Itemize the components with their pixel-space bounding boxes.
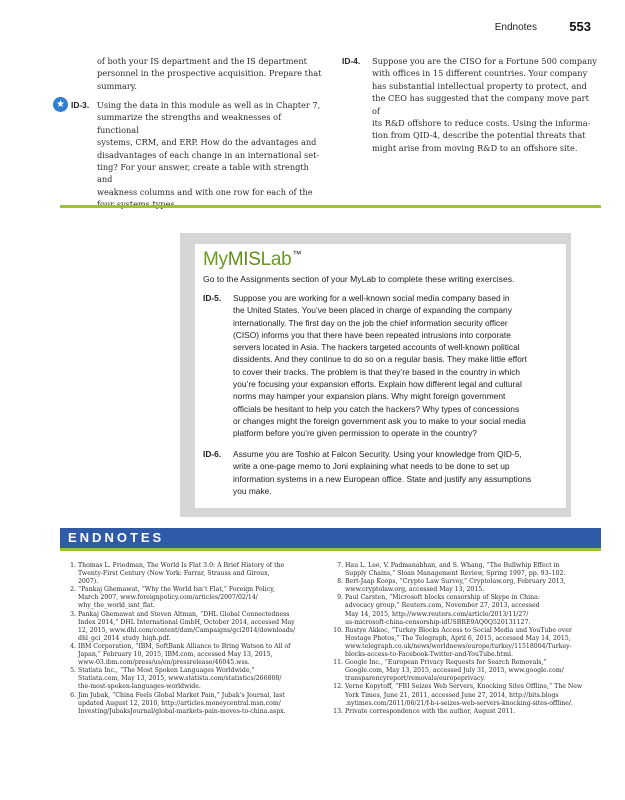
question-label: ID-6. (203, 449, 222, 459)
text-line: you make. (233, 485, 272, 496)
text-line: information systems in a new European office. State and justify any assumptions (233, 473, 532, 484)
logo-mis: MIS (227, 249, 261, 270)
text-line: Private correspondence with the author, August 2011. (345, 707, 516, 715)
endnote-number: 12. (333, 683, 343, 691)
header-section-title: Endnotes (494, 22, 537, 33)
text-line: ting? For your answer, create a table with strength and (97, 162, 309, 185)
text-line: you’re focusing your expansion efforts. Explain how different legal and cultural (233, 379, 522, 390)
endnote-number: 6. (70, 691, 76, 699)
text-line: May 14, 2015, http://www.reuters.com/article/2013/11/27/ (345, 610, 529, 618)
endnote-number: 5. (70, 667, 76, 675)
question-label: ID-5. (203, 293, 222, 303)
text-line: Suppose you are working for a well-known social media company based in (233, 293, 510, 303)
endnote-item (333, 683, 603, 707)
text-line: the-most-spoken-languages-worldwide. (78, 683, 201, 691)
text-line: systems, CRM, and ERP. How do the advantages and (97, 137, 317, 148)
endnote-number: 11. (333, 659, 343, 667)
endnote-item (337, 562, 603, 578)
text-line: www-03.ibm.com/press/us/en/pressrelease/46045.wss. (78, 659, 250, 667)
endnote-number: 7. (337, 562, 343, 569)
text-line: transparencyreport/removals/europeprivacy. (345, 675, 486, 683)
endnote-item (70, 667, 323, 691)
text-line: Verne Kopytoff, “FBI Seizes Web Servers, Knocking Sites Offline,” The New (345, 683, 583, 691)
text-line: “Pankaj Ghemawat, “Why the World Isn’t Flat,” Foreign Policy, (78, 586, 275, 594)
endnotes-left-column (70, 562, 323, 716)
text-line: summary. (97, 80, 137, 91)
endnote-number: 2. (70, 586, 76, 594)
text-line: Thomas L. Friedman, The World Is Flat 3.0: A Brief History of the (78, 562, 285, 569)
text-line: servers located in Asia. The hackers targeted accounts of well-known political (233, 342, 520, 353)
text-line: summarize the strengths and weaknesses of functional (97, 112, 282, 135)
text-line: March 2007, www.foreignpolicy.com/articles/2007/02/14/ (78, 594, 258, 602)
text-line: IBM Corporation, “IBM, SoftBank Alliance to Bring Watson to All of (78, 642, 291, 650)
text-line: Statista Inc., “The Most Spoken Languages Worldwide,” (78, 667, 255, 675)
text-line: Hostage Photos,” The Telegraph, April 6, 2015, accessed May 14, 2015, (345, 634, 571, 642)
text-line: platform before you’re given permission to operate in the country? (233, 428, 477, 439)
text-line: write a one-page memo to Joni explaining what needs to be done to set up (233, 461, 510, 472)
endnote-item (337, 594, 603, 626)
endnote-item (70, 562, 323, 586)
text-line: Suppose you are the CISO for a Fortune 500 company (372, 56, 597, 66)
question-id4 (342, 55, 597, 154)
text-line: dissidents. And they continue to do so on a regular basis. They make little effort (233, 354, 527, 365)
text-line: its R&D offshore to reduce costs. Using the informa- (372, 118, 591, 129)
text-line: tion from QID-4, describe the potential threats that (372, 130, 586, 141)
text-line: Statista.com, May 13, 2015, www.statista.com/statistics/266808/ (78, 675, 282, 683)
endnote-number: 13. (333, 707, 343, 715)
endnote-item (70, 610, 323, 643)
text-line: Rustye Akkoc, “Turkey Blocks Access to Social Media and YouTube over (345, 626, 572, 634)
endnote-number: 8. (337, 578, 343, 586)
text-line: with offices in 15 different countries. Your company (372, 68, 588, 79)
text-line: Jim Jubak, “China Feels Global Market Pain,” Jubak’s Journal, last (78, 691, 285, 699)
question-id6 (203, 448, 563, 497)
star-icon: ★ (53, 97, 68, 112)
mymislab-logo (203, 249, 301, 271)
endnotes-right-column (333, 562, 603, 716)
text-line: Supply Chains,” Sloan Management Review, Spring 1997, pp. 93–102. (345, 570, 566, 578)
text-line: 2007). (78, 578, 99, 586)
text-line: weakness columns and with one row for each of the (97, 186, 313, 197)
text-line: www.telegraph.co.uk/news/worldnews/europe/turkey/11518004/Turkey- (345, 642, 572, 650)
endnote-item (333, 659, 603, 683)
text-line: or changes might the foreign government ask you to make to your social media (233, 415, 526, 426)
text-line: the United States. You’ve been placed in charge of expanding the company (233, 305, 512, 316)
question-label: ID-3. (71, 100, 90, 110)
text-line: to cover their tracks. The problem is that they’re based in the country in which (233, 366, 521, 377)
text-line: Bert-Jaap Koops, “Crypto Law Survey,” Cryptolaw.org, February 2013, (345, 578, 566, 586)
endnote-item (70, 691, 323, 716)
mymislab-intro: Go to the Assignments section of your MyLab to complete these writing exercises. (203, 274, 515, 284)
text-line: www.cryptolaw.org, accessed May 13, 2015. (345, 586, 485, 594)
text-line: norms may hamper your expansion plans. Why might foreign government (233, 391, 506, 402)
section-divider (60, 205, 601, 208)
endnotes-underline (60, 548, 601, 551)
endnotes-title: ENDNOTES (68, 530, 165, 545)
text-line: the CEO has suggested that the company move part of (372, 93, 589, 116)
text-line: why_the_world_isnt_flat. (78, 602, 156, 610)
text-line: officials be hesitant to help you catch the hackers? Why types of concessions (233, 403, 520, 414)
text-line: Using the data in this module as well as in Chapter 7, (97, 100, 321, 110)
endnote-item (70, 586, 323, 610)
endnote-number: 1. (70, 562, 76, 569)
text-line: has substantial intellectual property to protect, and (372, 80, 587, 91)
text-line: 12, 2015, www.dhl.com/content/dam/Campaigns/gci2014/downloads/ (78, 626, 296, 634)
text-line: York Times, June 21, 2011, accessed June 27, 2014, http://bits.blogs (345, 691, 559, 699)
endnote-item (333, 626, 603, 659)
text-line: disadvantages of each change in an international set- (97, 149, 320, 160)
question-id5 (203, 292, 563, 440)
question-id3 (56, 99, 322, 211)
endnote-item (70, 642, 323, 667)
text-line: internationally. The first day on the job the chief information security officer (233, 317, 508, 328)
text-line: Google Inc., “European Privacy Requests for Search Removals,” (345, 659, 547, 667)
running-header (0, 0, 625, 36)
text-line: Google.com, May 13, 2015, accessed July 31, 2015, www.google.com/ (345, 667, 564, 675)
text-line: advocacy group,” Reuters.com, November 27, 2013, accessed (345, 602, 540, 610)
logo-my: My (203, 249, 228, 270)
page-number: 553 (569, 19, 591, 34)
endnote-item (333, 707, 603, 716)
text-line: Paul Carsten, “Microsoft blocks censorship of Skype in China: (345, 594, 540, 602)
question-label: ID-4. (342, 56, 361, 66)
endnote-number: 10. (333, 626, 343, 634)
text-line: Twenty-First Century (New York: Farrar, Strauss and Giroux, (78, 570, 270, 578)
text-line: Index 2014,” DHL International GmbH, October 2014, accessed May (78, 618, 295, 626)
text-line: of both your IS department and the IS department (97, 56, 307, 66)
text-line: might arise from moving R&D to an offshore site. (372, 142, 578, 153)
id3-previous-tail (97, 55, 322, 92)
endnote-item (337, 578, 603, 594)
text-line: personnel in the prospective acquisition. Prepare that (97, 68, 322, 79)
logo-trademark: ™ (292, 249, 302, 259)
text-line: us-microsoft-china-censorship-idUSBRE9AQ0Q520131127. (345, 618, 531, 626)
text-line: updated August 12, 2010, http://articles.moneycentral.msn.com/ (78, 699, 281, 707)
text-line: (CISO) informs you that there have been repeated intrusions into corporate (233, 329, 511, 340)
text-line: Japan,” February 10, 2015, IBM.com, accessed May 13, 2015, (78, 651, 273, 659)
endnote-number: 9. (337, 594, 343, 602)
endnote-number: 3. (70, 610, 76, 618)
logo-lab: Lab (260, 249, 292, 270)
text-line: blocks-access-to-Facebook-Twitter-and-YouTube.html. (345, 651, 513, 659)
text-line: Pankaj Ghemawat and Steven Altman, “DHL Global Connectedness (78, 610, 290, 618)
text-line: Hau L. Lee, V. Padmanabhan, and S. Whang, “The Bullwhip Effect in (345, 562, 560, 569)
text-line: .nytimes.com/2011/06/21/f-b-i-seizes-web-servers-knocking-sites-offline/. (345, 699, 573, 707)
text-line: dhl_gci_2014_study_high.pdf. (78, 634, 171, 642)
text-line: Assume you are Toshio at Falcon Security. Using your knowledge from QID-5, (233, 449, 522, 459)
text-line: Investing/JubaksJournal/global-markets-pain-moves-to-china.aspx. (78, 707, 286, 715)
endnote-number: 4. (70, 642, 76, 650)
